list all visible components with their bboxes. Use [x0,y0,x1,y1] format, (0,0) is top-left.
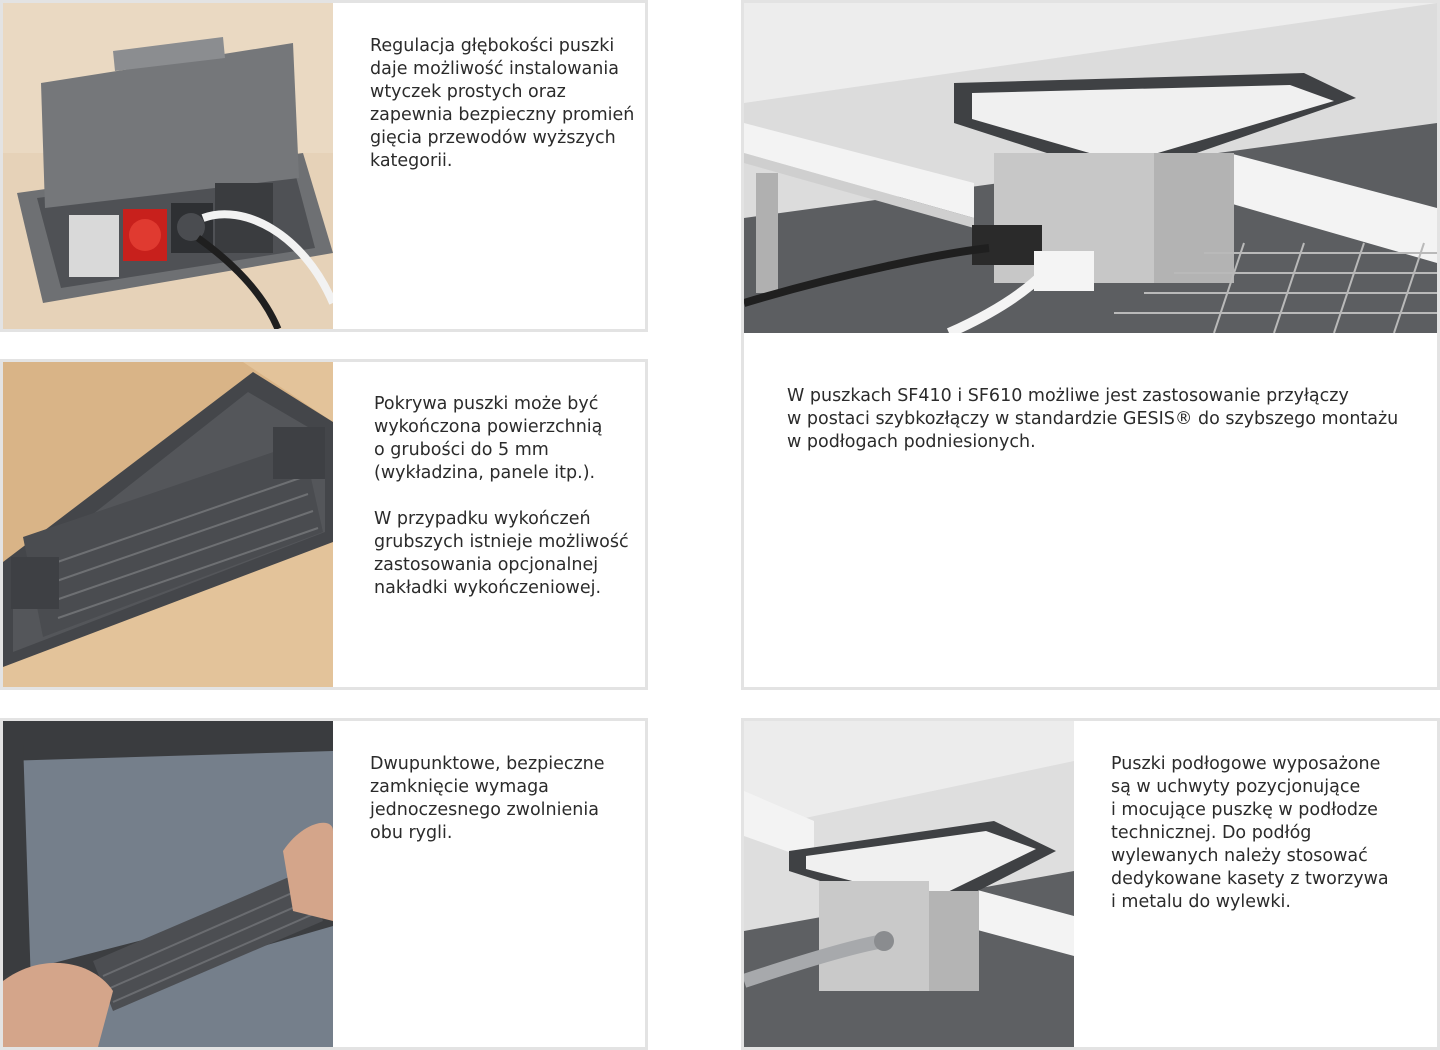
raised-floor-box-conduit-photo [744,721,1074,1047]
feature-description: Regulacja głębokości puszki daje możliwość instalowania wtyczek prostych oraz zapewnia bezpieczny promień gięcia przewodów wyższych kategorii. [370,36,635,171]
feature-card-positioning-holders [741,718,1440,1050]
feature-card-depth-adjustment [0,0,648,332]
feature-description: W puszkach SF410 i SF610 możliwe jest zastosowanie przyłączy w postaci szybkozłączy w standardzie GESIS® do szybszego montażu w podłogach podniesionych. [787,386,1399,452]
cover-latch-release-photo [3,721,333,1047]
feature-description: Pokrywa puszki może być wykończona powierzchnią o grubości do 5 mm (wykładzina, panele itp.). W przypadku wykończeń grubszych istnieje możliwość zastosowania opcjonalnej nakładki wykończeniowej. [374,394,629,598]
feature-description: Dwupunktowe, bezpieczne zamknięcie wymaga jednoczesnego zwolnienia obu rygli. [370,754,605,843]
raised-floor-box-gesis-photo [744,3,1437,333]
feature-description: Puszki podłogowe wyposażone są w uchwyty pozycjonujące i mocujące puszkę w podłodze technicznej. Do podłóg wylewanych należy stosować dedykowane kasety z tworzywa i metalu do wylewki. [1111,754,1389,912]
floor-box-cover-photo [3,362,333,688]
feature-card-cover-finish [0,359,648,690]
open-floor-box-photo [3,3,333,329]
feature-card-gesis-connectors [741,0,1440,690]
feature-card-two-point-latch [0,718,648,1050]
